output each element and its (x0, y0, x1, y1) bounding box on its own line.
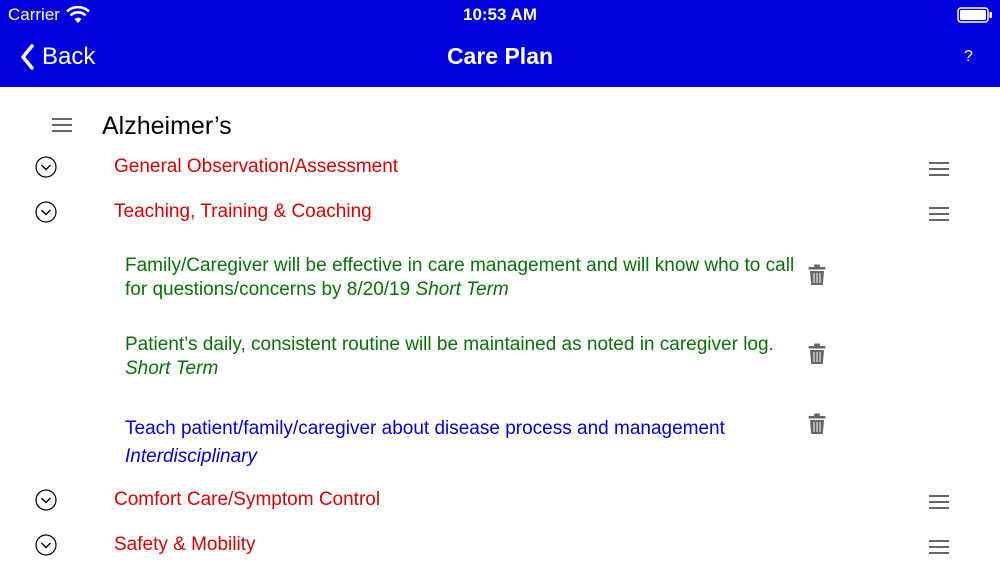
goal-item[interactable] (125, 254, 795, 302)
page-title: Care Plan (446, 43, 554, 69)
chevron-down-circle-icon[interactable] (35, 201, 57, 223)
goal-term: Short Term (415, 279, 509, 300)
goal-term: Short Term (125, 358, 219, 379)
hamburger-icon[interactable] (929, 540, 949, 554)
help-button[interactable]: ? (964, 48, 973, 65)
hamburger-icon[interactable] (929, 495, 949, 509)
chevron-down-circle-icon[interactable] (35, 156, 57, 178)
plan-title: Alzheimer’s (102, 112, 232, 140)
goal-item[interactable] (125, 333, 795, 381)
navigation-bar (0, 0, 1000, 87)
goal-text: Patient’s daily, consistent routine will be maintained as noted in caregiver log. (125, 334, 774, 355)
goal-text: Family/Caregiver will be effective in care management and will know who to call for questions/concerns by 8/20/19 (125, 255, 795, 300)
carrier-label: Carrier (8, 5, 60, 24)
status-time: 10:53 AM (462, 5, 537, 24)
section-general-observation[interactable]: General Observation/Assessment (114, 156, 399, 177)
trash-icon[interactable] (808, 343, 826, 365)
goal-item[interactable] (125, 415, 765, 471)
hamburger-icon[interactable] (929, 207, 949, 221)
hamburger-icon[interactable] (929, 162, 949, 176)
goal-term: Interdisciplinary (125, 446, 257, 467)
hamburger-icon[interactable] (52, 118, 72, 132)
section-comfort-care[interactable]: Comfort Care/Symptom Control (114, 489, 381, 510)
trash-icon[interactable] (808, 264, 826, 286)
goal-text: Teach patient/family/caregiver about disease process and management (125, 418, 725, 439)
trash-icon[interactable] (808, 413, 826, 435)
battery-icon (957, 7, 993, 23)
section-safety-mobility[interactable]: Safety & Mobility (114, 534, 256, 555)
section-teaching-training[interactable]: Teaching, Training & Coaching (114, 201, 372, 222)
chevron-down-circle-icon[interactable] (35, 489, 57, 511)
chevron-down-circle-icon[interactable] (35, 534, 57, 556)
back-label: Back (42, 43, 96, 70)
